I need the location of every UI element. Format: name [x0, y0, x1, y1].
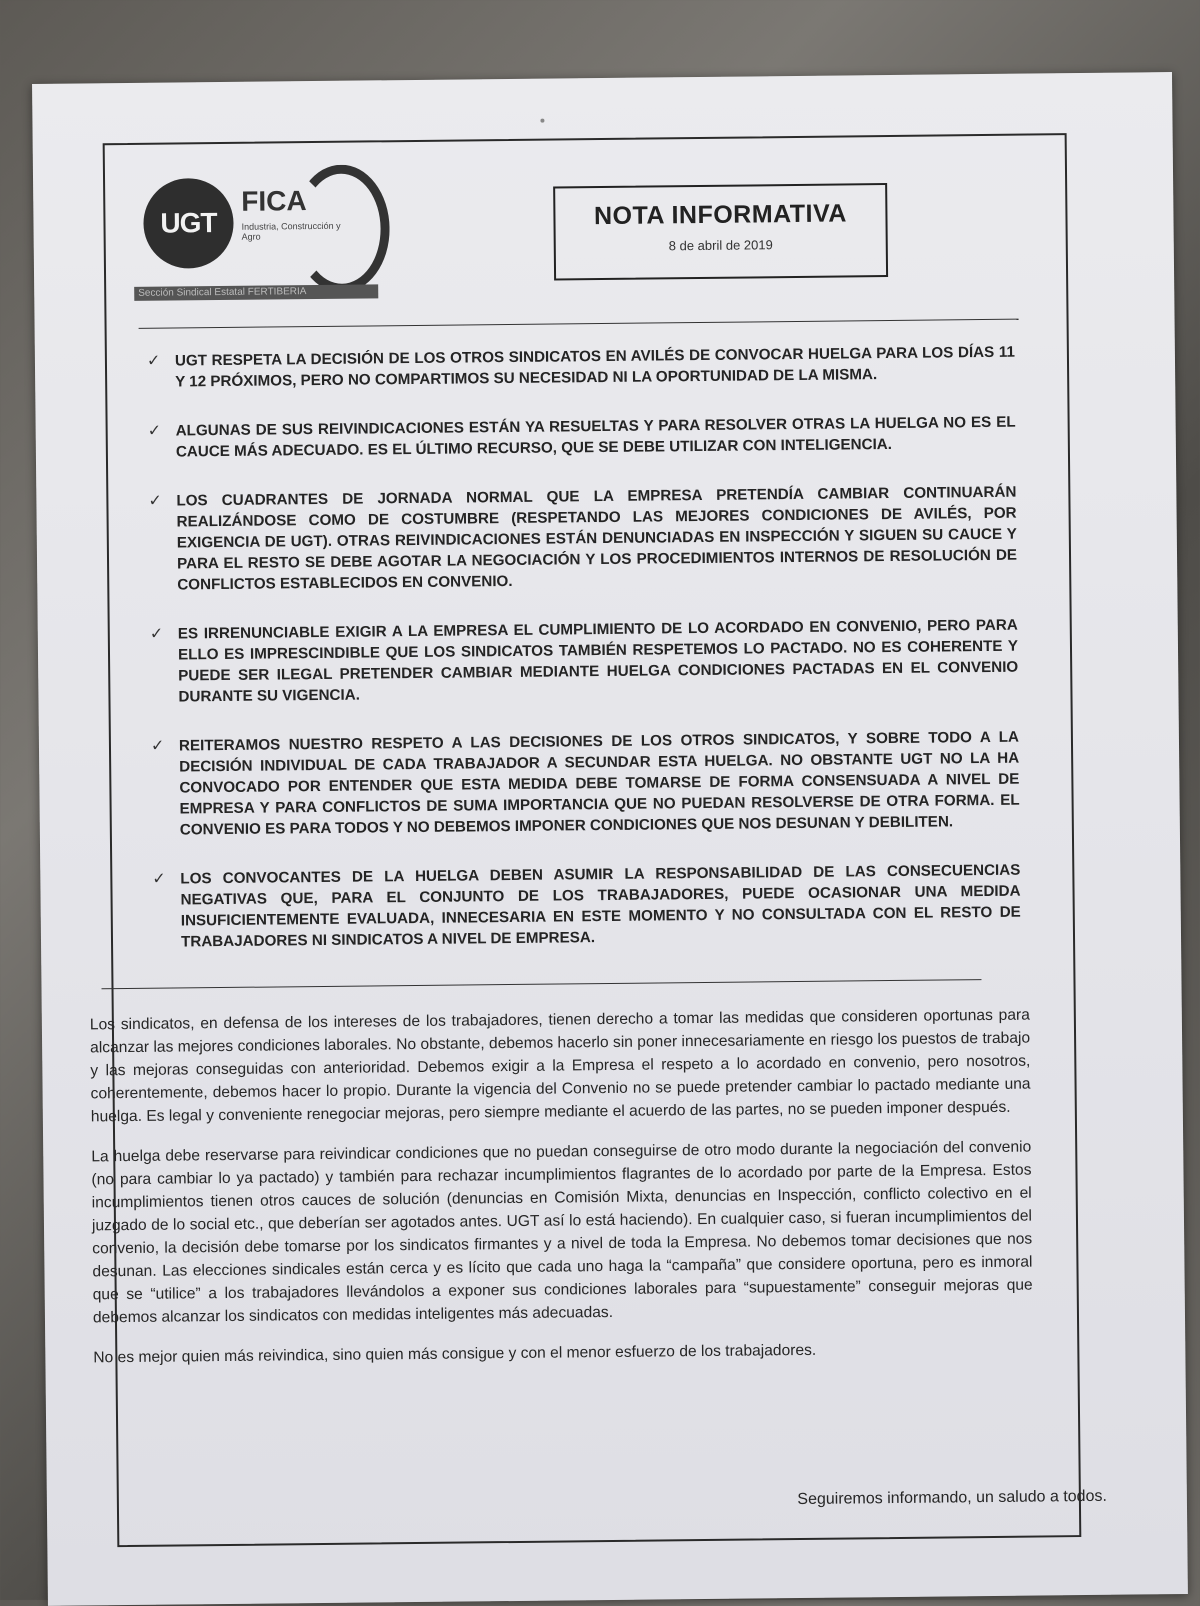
check-icon: ✓: [147, 422, 162, 440]
document-date: 8 de abril de 2019: [668, 237, 773, 254]
logo-arc-icon: [293, 164, 390, 293]
page-title: NOTA INFORMATIVA: [593, 199, 848, 231]
fica-logo-text: FICA: [241, 185, 307, 217]
bullet-text: UGT RESPETA LA DECISIÓN DE LOS OTROS SINDICATOS EN AVILÉS DE CONVOCAR HUELGA PARA LOS DÍAS 11 Y 12 PRÓXIMOS, PERO NO COMPARTIMOS SU NECESIDAD NI LA OPORTUNIDAD DE LA MISMA.: [174, 343, 1015, 391]
check-icon: ✓: [149, 625, 164, 643]
paper-mark: [540, 119, 544, 123]
title-box: [553, 183, 888, 280]
body-paragraph: Los sindicatos, en defensa de los intereses de los trabajadores, tienen derecho a tomar las medidas que consideren oportunas para alcanzar las mejores condiciones laborales. No obstante, debemos hacerlo sin poner innecesariamente en riesgo los puestos de trabajo y las mejoras conseguidas con anterioridad. Debemos exigir a la Empresa el respeto a lo acordado en convenio, pero nosotros, coherentemente, debemos hacer lo propio. Durante la vigencia del Convenio no se puede pretender cambiar lo pactado mediante una huelga. Es legal y conveniente renegociar mejoras, pero siempre mediante el acuerdo de las partes, no se pueden imponer después.: [89, 1006, 1031, 1126]
bullet-item: [145, 342, 1015, 393]
bullet-item: [149, 727, 1020, 841]
bullet-item: [148, 615, 1019, 708]
bullet-text: LOS CONVOCANTES DE LA HUELGA DEBEN ASUMIR LA RESPONSABILIDAD DE LAS CONSECUENCIAS NEGATIVAS QUE, PARA EL CONJUNTO DE LOS TRABAJADORES, PUEDE OCASIONAR UNA MEDIDA INSUFICIENTEMENTE EVALUADA, INNECESARIA EN ESTE MOMENTO Y NO CONSULTADA CON EL RESTO DE TRABAJADORES NI SINDICATOS A NIVEL DE EMPRESA.: [180, 861, 1021, 951]
paper-sheet: [32, 72, 1188, 1606]
body-text: [90, 1004, 1034, 1387]
bullet-text: ES IRRENUNCIABLE EXIGIR A LA EMPRESA EL CUMPLIMIENTO DE LO ACORDADO EN CONVENIO, PERO PARA ELLO ES IMPRESCINDIBLE QUE LOS SINDICATOS TAMBIÉN RESPETEMOS LO PACTADO. NO ES COHERENTE Y PUEDE SER ILEGAL PRETENDER CAMBIAR MEDIANTE HUELGA CONDICIONES PACTADAS EN EL CONVENIO DURANTE SU VIGENCIA.: [177, 616, 1019, 706]
check-icon: ✓: [150, 737, 165, 755]
check-icon: ✓: [152, 870, 166, 888]
check-icon: ✓: [146, 352, 161, 370]
ugt-logo-badge: UGT: [143, 178, 234, 269]
closing-line: Seguiremos informando, un saludo a todos.: [797, 1487, 1107, 1509]
bullet-text: REITERAMOS NUESTRO RESPETO A LAS DECISIONES DE LOS OTROS SINDICATOS, Y SOBRE TODO A LA DECISIÓN INDIVIDUAL DE CADA TRABAJADOR A SECUNDAR ESTA HUELGA. NO OBSTANTE UGT NO LA HA CONVOCADO POR ENTENDER QUE ESTA MEDIDA DEBE TOMARSE DE FORMA CONSENSUADA A NIVEL DE EMPRESA Y PARA CONFLICTOS DE SUMA IMPORTANCIA QUE NO PUEDAN RESOLVERSE DE OTRA FORMA. EL CONVENIO ES PARA TODOS Y NO DEBEMOS IMPONER CONDICIONES QUE NOS DESUNAN Y DEBILITEN.: [178, 728, 1020, 839]
section-label-bar: Sección Sindical Estatal FERTIBERIA: [134, 284, 378, 301]
bullet-item: [146, 482, 1017, 596]
bullet-item: [150, 860, 1021, 953]
bullet-text: ALGUNAS DE SUS REIVINDICACIONES ESTÁN YA RESUELTAS Y PARA RESOLVER OTRAS LA HUELGA NO ES EL CAUCE MÁS ADECUADO. ES EL ÚLTIMO RECURSO, QUE SE DEBE UTILIZAR CON INTELIGENCIA.: [175, 413, 1016, 461]
bullet-text: LOS CUADRANTES DE JORNADA NORMAL QUE LA EMPRESA PRETENDÍA CAMBIAR CONTINUARÁN REALIZÁNDOSE COMO DE COSTUMBRE (RESPETANDO LAS MEJORES CONDICIONES DE AVILÉS, POR EXIGENCIA DE UGT). OTRAS REIVINDICACIONES ESTÁN DENUNCIADAS EN INSPECCIÓN Y SIGUEN SU CAUCE Y PARA EL RESTO SE DEBE AGOTAR LA NEGOCIACIÓN Y LOS PROCEDIMIENTOS INTERNOS DE RESOLUCIÓN DE CONFLICTOS ESTABLECIDOS EN CONVENIO.: [176, 483, 1018, 594]
body-paragraph: La huelga debe reservarse para reivindicar condiciones que no puedan conseguirse de otro modo durante la negociación del convenio (no para cambiar lo ya pactado) y también para rechazar incumplimientos flagrantes de lo acordado por parte de la Empresa. Estos incumplimientos tienen otros cauces de solución (denuncias en Comisión Mixta, denuncias en Inspección, conflicto colectivo en el juzgado de lo social etc., que deberían ser agotados antes. UGT así lo está haciendo). En cualquier caso, si fueran incumplimientos del convenio, la decisión debe tomarse por los sindicatos firmantes y a nivel de toda la Empresa. No debemos tomar decisiones que nos desunan. Las elecciones sindicales están cerca y es lícito que cada uno haga la “campaña” que considere oportuna, pero es inmoral que se “utilice” a los trabajadores llevándolos a exponer sus condiciones laborales para “supuestamente” conseguir mejoras que debemos alcanzar los sindicatos con medidas inteligentes más adecuadas.: [91, 1138, 1033, 1327]
bullet-item: [146, 412, 1016, 463]
check-icon: ✓: [148, 492, 162, 510]
fica-logo-subtitle: Industria, Construcción y Agro: [241, 220, 341, 242]
bullet-list: [145, 342, 1022, 981]
body-paragraph: No es mejor quien más reivindica, sino quien más consigue y con el menor esfuerzo de los trabajadores.: [93, 1341, 817, 1367]
